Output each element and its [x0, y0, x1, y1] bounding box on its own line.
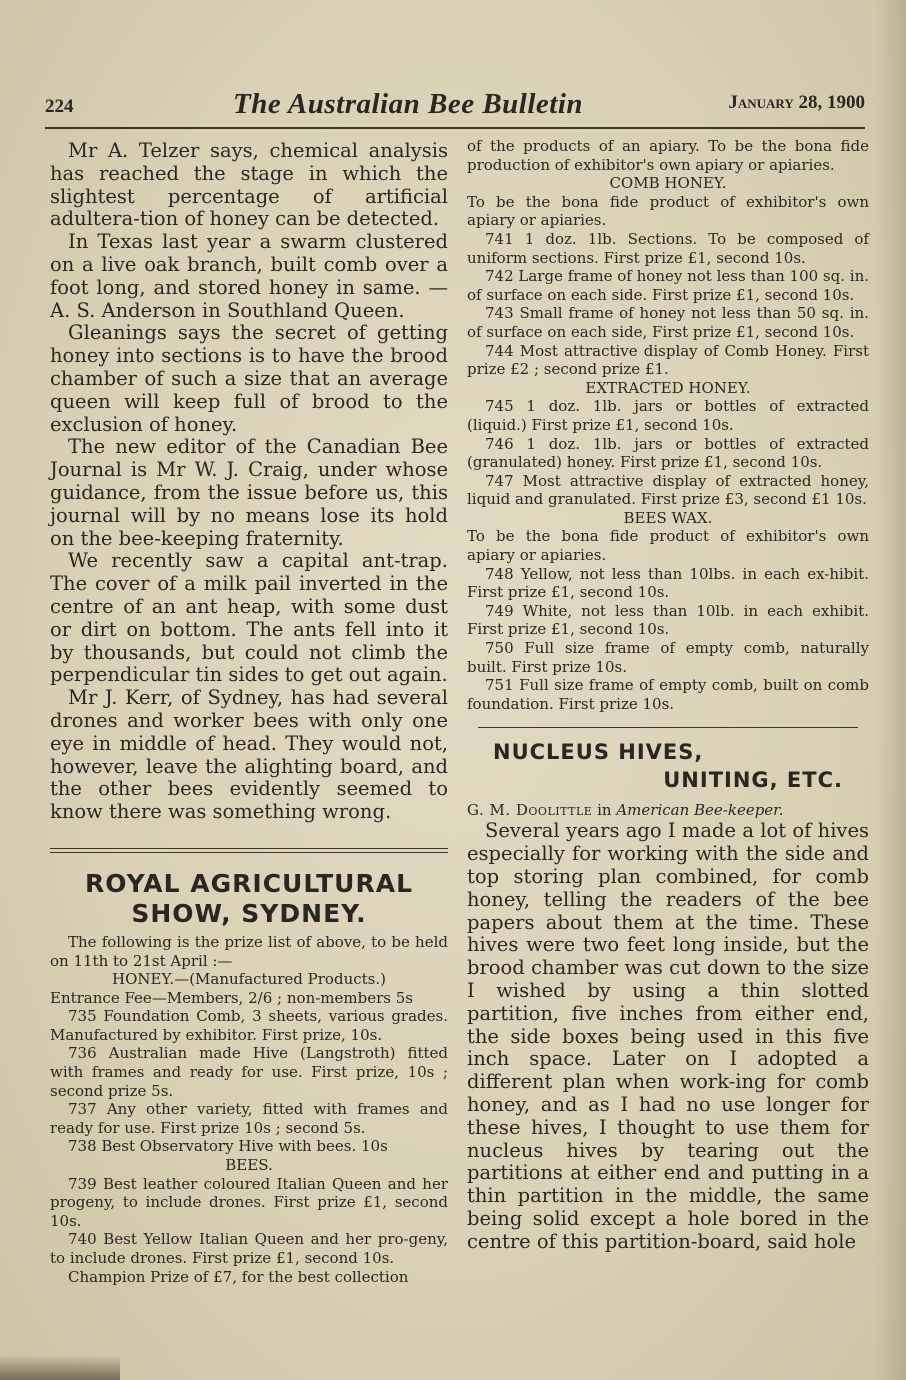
prize-item-749: 749 White, not less than 10lb. in each exhibit. First prize £1, second 10s.: [467, 601, 869, 639]
bees-wax-heading: BEES WAX.: [623, 508, 713, 527]
note-texas: In Texas last year a swarm clustered on a live oak branch, built comb over a foot long, and stored honey in same. —A. S. Anderson in Southland Queen.: [50, 230, 448, 322]
torn-corner: [0, 1355, 120, 1380]
bees-heading: BEES.: [225, 1156, 273, 1175]
section-divider-bottom: [50, 852, 448, 853]
champion-prize: Champion Prize of £7, for the best collection: [68, 1267, 409, 1286]
prize-item-739: 739 Best leather coloured Italian Queen and her progeny, to include drones. First prize £1, second 10s.: [50, 1174, 448, 1230]
show-heading: [50, 869, 448, 929]
page-header: [45, 86, 865, 126]
note-kerr-drones: Mr J. Kerr, of Sydney, has had several drones and worker bees with only one eye in middle of head. They would not, however, leave the alighting board, and the other bees evidently seemed to know there was something wrong.: [50, 686, 448, 824]
prize-item-735: 735 Foundation Comb, 3 sheets, various grades. Manufactured by exhibitor. First prize, 10s.: [50, 1007, 448, 1044]
prize-list-right: [467, 137, 869, 713]
nucleus-article: [467, 820, 869, 1253]
bees-wax-intro: To be the bona fide product of exhibitor's own apiary or apiaries.: [467, 527, 869, 565]
nucleus-heading-line1: NUCLEUS HIVES,: [493, 740, 704, 765]
prize-list-left: [50, 933, 448, 1286]
note-canadian-editor: The new editor of the Canadian Bee Journal is Mr W. J. Craig, under whose guidance, from the issue before us, this journal will by no means lose its hold on the bee-keeping fraternity.: [50, 435, 448, 550]
prize-item-746: 746 1 doz. 1lb. jars or bottles of extracted (granulated) honey. First prize £1, second 10s.: [467, 434, 869, 472]
right-column: [467, 137, 869, 1254]
prize-item-738: 738 Best Observatory Hive with bees. 10s: [68, 1137, 388, 1156]
page-edge-shadow: [876, 0, 906, 1380]
prize-item-741: 741 1 doz. 1lb. Sections. To be composed of uniform sections. First prize £1, second 10s.: [467, 229, 869, 267]
section-divider-top: [50, 848, 448, 849]
note-gleanings: Gleanings says the secret of getting honey into sections is to have the brood chamber of such a size that an average queen will keep full of brood to the exclusion of honey.: [50, 321, 448, 436]
show-heading-line1: ROYAL AGRICULTURAL: [84, 868, 414, 898]
nucleus-heading: [467, 738, 869, 794]
prize-item-740: 740 Best Yellow Italian Queen and her pro-geny, to include drones. First prize £1, second 10s.: [50, 1230, 448, 1267]
comb-honey-heading: COMB HONEY.: [609, 174, 727, 193]
prize-item-736: 736 Australian made Hive (Langstroth) fitted with frames and ready for use. First prize, 10s ; second prize 5s.: [50, 1044, 448, 1100]
byline-source: American Bee-keeper.: [616, 801, 784, 820]
prize-item-751: 751 Full size frame of empty comb, built on comb foundation. First prize 10s.: [467, 676, 869, 713]
show-heading-line2: SHOW, SYDNEY.: [131, 898, 367, 928]
news-notes: [50, 140, 448, 824]
page-number: 224: [45, 96, 74, 117]
honey-heading: HONEY.—(Manufactured Products.): [112, 970, 386, 989]
article-byline: [467, 800, 869, 820]
note-telzer: Mr A. Telzer says, chemical analysis has reached the stage in which the slightest percentage of artificial adultera-tion of honey can be detected.: [50, 139, 448, 231]
prize-item-750: 750 Full size frame of empty comb, naturally built. First prize 10s.: [467, 639, 869, 676]
nucleus-heading-line2: UNITING, ETC.: [663, 768, 843, 793]
left-column: [50, 140, 448, 1286]
prize-item-744: 744 Most attractive display of Comb Honey. First prize £2 ; second prize £1.: [467, 341, 869, 379]
prize-item-745: 745 1 doz. 1lb. jars or bottles of extracted (liquid.) First prize £1, second 10s.: [467, 397, 869, 434]
prize-item-737: 737 Any other variety, fitted with frames and ready for use. First prize 10s ; second 5s.: [50, 1100, 448, 1137]
continuation-text: of the products of an apiary. To be the bona fide production of exhibitor's own apiary or apiaries.: [467, 137, 869, 174]
section-divider-right: [478, 727, 858, 728]
journal-title: The Australian Bee Bulletin: [233, 88, 584, 120]
prize-item-748: 748 Yellow, not less than 10lbs. in each ex-hibit. First prize £1, second 10s.: [467, 564, 869, 602]
comb-honey-intro: To be the bona fide product of exhibitor's own apiary or apiaries.: [467, 192, 869, 230]
prize-item-747: 747 Most attractive display of extracted honey, liquid and granulated. First prize £3, second £1 10s.: [467, 471, 869, 509]
prize-item-743: 743 Small frame of honey not less than 50 sq. in. of surface on each side, First prize £1, second 10s.: [467, 304, 869, 341]
note-ant-trap: We recently saw a capital ant-trap. The cover of a milk pail inverted in the centre of an ant heap, with some dust or dirt on bottom. The ants fell into it by thousands, but could not climb the perpendicular tin sides to get out again.: [50, 549, 448, 687]
show-intro: The following is the prize list of above, to be held on 11th to 21st April :—: [50, 932, 448, 970]
entrance-fee: Entrance Fee—Members, 2/6 ; non-members 5s: [50, 988, 413, 1007]
extracted-honey-heading: EXTRACTED HONEY.: [585, 378, 751, 397]
prize-item-742: 742 Large frame of honey not less than 100 sq. in. of surface on each side. First prize £1, second 10s.: [467, 267, 869, 304]
byline-author: G. M. Doolittle: [467, 801, 593, 820]
byline-in: in: [597, 801, 612, 820]
issue-date: January 28, 1900: [728, 92, 865, 113]
nucleus-article-text: Several years ago I made a lot of hives especially for working with the side and top storing plan combined, for comb honey, telling the readers of the bee papers about them at the time. These hives were two feet long inside, but the brood chamber was cut down to the size I wished by using a thin slotted partition, five inches from either end, the side boxes being used in this five inch space. Later on I adopted a different plan when work-ing for comb honey, and as I had no use longer for these hives, I thought to use them for nucleus hives by tearing out the partitions at either end and putting in a thin partition in the middle, the same being solid except a hole bored in the centre of this partition-board, said hole: [467, 819, 869, 1253]
header-rule: [45, 127, 865, 129]
